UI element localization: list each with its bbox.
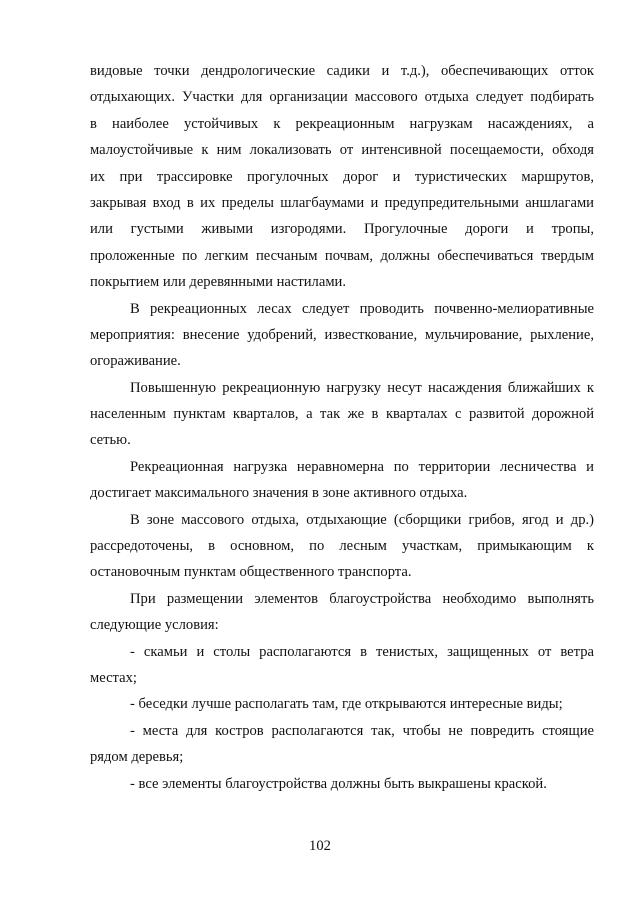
text-line: покрытием или деревянными настилами. — [90, 274, 347, 291]
text-line: следующие условия: — [90, 617, 219, 634]
text-line: Повышенную рекреационную нагрузку несут насаждения ближайших к — [130, 379, 594, 396]
text-line: рассредоточены, в основном, по лесным участкам, примыкающим к — [90, 538, 594, 555]
text-line: В зоне массового отдыха, отдыхающие (сборщики грибов, ягод и др.) — [130, 511, 594, 528]
text-line: - скамьи и столы располагаются в тенистых, защищенных от ветра — [130, 643, 594, 660]
body-text — [90, 58, 594, 797]
text-line: закрывая вход в их пределы шлагбаумами и предупредительными аншлагами — [90, 194, 594, 211]
text-line: огораживание. — [90, 353, 181, 370]
text-line: - места для костров располагаются так, чтобы не повредить стоящие — [130, 722, 594, 739]
text-line: населенным пунктам кварталов, а так же в кварталах с развитой дорожной — [90, 406, 594, 423]
text-line: видовые точки дендрологические садики и т.д.), обеспечивающих отток — [90, 63, 594, 79]
text-line: достигает максимального значения в зоне активного отдыха. — [90, 485, 468, 502]
text-line: отдыхающих. Участки для организации массового отдыха следует подбирать — [90, 89, 594, 106]
text-line: - все элементы благоустройства должны быть выкрашены краской. — [130, 775, 547, 792]
text-line: При размещении элементов благоустройства необходимо выполнять — [130, 590, 594, 607]
page-number: 102 — [309, 838, 331, 854]
text-line: мероприятия: внесение удобрений, известкование, мульчирование, рыхление, — [90, 326, 594, 343]
text-line: В рекреационных лесах следует проводить почвенно-мелиоративные — [130, 300, 594, 317]
text-line: сетью. — [90, 432, 131, 449]
text-line: проложенные по легким песчаным почвам, должны обеспечиваться твердым — [90, 247, 594, 264]
text-line: малоустойчивые к ним локализовать от интенсивной посещаемости, обходя — [90, 142, 594, 159]
text-line: местах; — [90, 669, 137, 686]
text-line: Рекреационная нагрузка неравномерна по территории лесничества и — [130, 458, 594, 475]
text-line: или густыми живыми изгородями. Прогулочные дороги и тропы, — [90, 221, 594, 238]
text-line: - беседки лучше располагать там, где открываются интересные виды; — [130, 696, 563, 713]
text-line: рядом деревья; — [90, 749, 184, 766]
text-line: остановочным пунктам общественного транспорта. — [90, 564, 412, 581]
text-line: в наиболее устойчивых к рекреационным нагрузкам насаждениях, а — [90, 115, 594, 132]
text-line: их при трассировке прогулочных дорог и туристических маршрутов, — [90, 168, 594, 185]
